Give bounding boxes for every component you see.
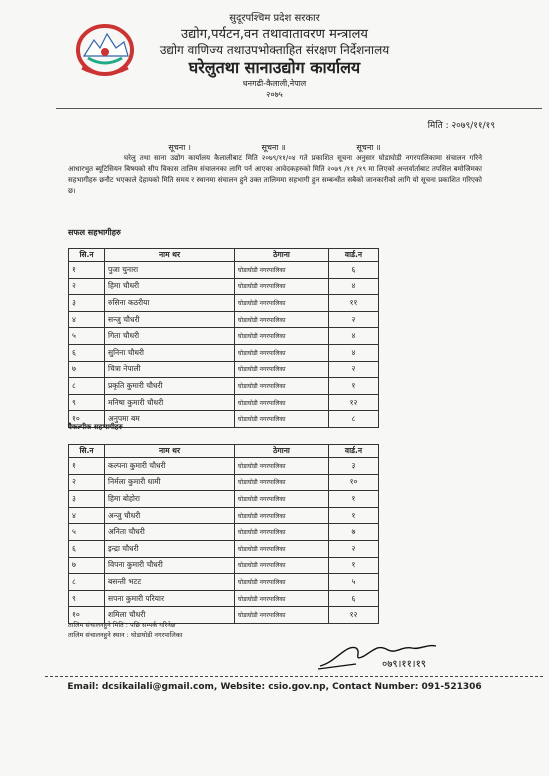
cell-address: घोडाघोडी नगरपालिका: [235, 344, 329, 361]
cell-name: हिमा बोहोरा: [105, 491, 235, 508]
table-row: [69, 458, 379, 475]
table-row: [69, 295, 379, 312]
col-header-ward: वार्ड.न: [329, 445, 379, 458]
notice-date: मिति : २०७९/११/१९: [427, 121, 495, 131]
header-divider: [56, 108, 542, 109]
cell-address: घोडाघोडी नगरपालिका: [235, 361, 329, 378]
cell-address: घोडाघोडी नगरपालिका: [235, 590, 329, 607]
cell-name: बसन्ती भटट: [105, 574, 235, 591]
table-row: [69, 361, 379, 378]
table-row: [69, 311, 379, 328]
signature-icon: [316, 636, 456, 670]
cell-serial: १: [69, 262, 105, 279]
col-header-name: नाम थर: [105, 445, 235, 458]
cell-serial: १: [69, 458, 105, 475]
cell-serial: २: [69, 278, 105, 295]
training-date-note: तालिम संचालनहुने मिति : पछि सम्पर्क गरिनेछ: [68, 621, 176, 629]
cell-serial: ६: [69, 344, 105, 361]
notice-heading: सूचना ।: [168, 143, 191, 152]
table-row: [69, 378, 379, 395]
cell-ward: २: [329, 540, 379, 557]
cell-address: घोडाघोडी नगरपालिका: [235, 311, 329, 328]
successful-participants-title: सफल सहभागीहरु: [68, 228, 121, 237]
col-header-ward: वार्ड.न: [329, 249, 379, 262]
col-header-name: नाम थर: [105, 249, 235, 262]
cell-ward: १: [329, 507, 379, 524]
training-place-note: तालिम संचालनहुने स्थान : घोडाघोडी नगरपालिका: [68, 631, 183, 639]
cell-name: अनुपमा बम: [105, 411, 235, 428]
cell-address: घोडाघोडी नगरपालिका: [235, 295, 329, 312]
notice-body: घरेलु तथा साना उद्योग कार्यालय कैलालीबाट मिति २०७९/११/०४ गते प्रकाशित सूचना अनुसार घोडाघोडी नगरपालिकामा संचालन गरिने आधारभुत ब्यूटिसियन बिषयको सीप विकास तालिम संचालनका लागि पर्न आएका आवेदकहरुको मिति २०७९ /११ /१९ मा लिएको अन्तर्वार्ताबाट तपसिल बमोजिमका सहभागीहरु छनौट भएकाले देहायको मिति समय र स्थानमा संचालन हुने उक्त तालिममा सहभागी हुन सम्बन्धीत सबैको जानकारीको लागि यो सूचना प्रकाशित गरिएको छ।: [68, 154, 482, 195]
cell-serial: ३: [69, 295, 105, 312]
cell-address: घोडाघोडी नगरपालिका: [235, 278, 329, 295]
cell-ward: ११: [329, 295, 379, 312]
cell-name: विपना कुमारी चौधरी: [105, 557, 235, 574]
cell-address: घोडाघोडी नगरपालिका: [235, 262, 329, 279]
notice-headings: [0, 142, 549, 153]
table-row: [69, 507, 379, 524]
alternate-participants-title: वैकल्पीक सहभागीहरु: [68, 423, 123, 431]
table-row: [69, 344, 379, 361]
footer-divider: [45, 676, 543, 677]
table-row: [69, 590, 379, 607]
signature-date: ०७९।११।१९: [382, 659, 426, 670]
cell-ward: ५: [329, 574, 379, 591]
cell-serial: ४: [69, 507, 105, 524]
cell-serial: ७: [69, 557, 105, 574]
cell-address: घोडाघोडी नगरपालिका: [235, 507, 329, 524]
cell-ward: ६: [329, 590, 379, 607]
cell-address: घोडाघोडी नगरपालिका: [235, 394, 329, 411]
cell-serial: ८: [69, 574, 105, 591]
cell-ward: १: [329, 557, 379, 574]
cell-serial: २: [69, 474, 105, 491]
cell-name: मनिषा कुमारी चौधरी: [105, 394, 235, 411]
table-row: [69, 524, 379, 541]
cell-ward: ४: [329, 278, 379, 295]
cell-name: सन्जु चौधरी: [105, 311, 235, 328]
cell-name: इन्द्रा चौधरी: [105, 540, 235, 557]
office-name: घरेलुतथा सानाउद्योग कार्यालय: [188, 58, 361, 77]
established-year: २०७५: [266, 90, 283, 99]
cell-name: निर्मला कुमारी धामी: [105, 474, 235, 491]
cell-serial: १०: [69, 607, 105, 624]
cell-name: पुजा चुनारा: [105, 262, 235, 279]
cell-serial: ८: [69, 378, 105, 395]
cell-address: घोडाघोडी नगरपालिका: [235, 328, 329, 345]
col-header-serial: सि.न: [69, 249, 105, 262]
cell-ward: १२: [329, 394, 379, 411]
cell-address: घोडाघोडी नगरपालिका: [235, 474, 329, 491]
cell-ward: १: [329, 491, 379, 508]
cell-serial: ४: [69, 311, 105, 328]
cell-ward: १: [329, 378, 379, 395]
cell-serial: ३: [69, 491, 105, 508]
cell-name: शमिला चौधरी: [105, 607, 235, 624]
cell-address: घोडाघोडी नगरपालिका: [235, 458, 329, 475]
col-header-address: ठेगाना: [235, 249, 329, 262]
notice-heading: सूचना ॥: [356, 143, 381, 152]
table-row: [69, 557, 379, 574]
cell-name: रुसिना कठरीया: [105, 295, 235, 312]
cell-name: अन्जु चौधरी: [105, 507, 235, 524]
cell-address: घोडाघोडी नगरपालिका: [235, 540, 329, 557]
cell-name: सपना कुमारी परियार: [105, 590, 235, 607]
cell-serial: ५: [69, 328, 105, 345]
cell-address: घोडाघोडी नगरपालिका: [235, 411, 329, 428]
table-row: [69, 540, 379, 557]
cell-ward: १०: [329, 474, 379, 491]
cell-serial: ७: [69, 361, 105, 378]
cell-ward: ८: [329, 411, 379, 428]
cell-address: घोडाघोडी नगरपालिका: [235, 557, 329, 574]
table-row: [69, 328, 379, 345]
cell-name: सुनिना चौधरी: [105, 344, 235, 361]
table-header-row: [69, 249, 379, 262]
cell-address: घोडाघोडी नगरपालिका: [235, 491, 329, 508]
cell-serial: ६: [69, 540, 105, 557]
cell-ward: २: [329, 361, 379, 378]
province-government: सुदूरपश्चिम प्रदेश सरकार: [229, 13, 320, 24]
cell-ward: ४: [329, 344, 379, 361]
contact-info: Email: dcsikailali@gmail.com, Website: csio.gov.np, Contact Number: 091-521306: [67, 682, 482, 692]
cell-serial: १०: [69, 411, 105, 428]
col-header-serial: सि.न: [69, 445, 105, 458]
table-row: [69, 491, 379, 508]
cell-address: घोडाघोडी नगरपालिका: [235, 574, 329, 591]
cell-ward: ६: [329, 262, 379, 279]
cell-name: गिता चौधरी: [105, 328, 235, 345]
alternate-participants-table: [68, 444, 379, 624]
cell-address: घोडाघोडी नगरपालिका: [235, 607, 329, 624]
cell-serial: ९: [69, 394, 105, 411]
cell-name: हिमा चौधरी: [105, 278, 235, 295]
cell-ward: ३: [329, 458, 379, 475]
directorate-name: उद्योग वाणिज्य तथाउपभोक्ताहित संरक्षण निर्देशनालय: [159, 43, 390, 57]
cell-ward: १२: [329, 607, 379, 624]
table-row: [69, 262, 379, 279]
cell-name: अनिता चौधरी: [105, 524, 235, 541]
cell-address: घोडाघोडी नगरपालिका: [235, 524, 329, 541]
table-row: [69, 394, 379, 411]
ministry-name: उद्योग,पर्यटन,वन तथावातावरण मन्त्रालय: [181, 27, 368, 42]
table-row: [69, 574, 379, 591]
office-address: धनगढी-कैलाली,नेपाल: [242, 79, 307, 88]
table-header-row: [69, 445, 379, 458]
cell-ward: ७: [329, 524, 379, 541]
col-header-address: ठेगाना: [235, 445, 329, 458]
notice-heading: सूचना ॥: [261, 143, 286, 152]
cell-serial: ५: [69, 524, 105, 541]
cell-address: घोडाघोडी नगरपालिका: [235, 378, 329, 395]
cell-name: कल्पना कुमारी चौधरी: [105, 458, 235, 475]
table-row: [69, 278, 379, 295]
table-row: [69, 474, 379, 491]
cell-name: चित्रा नेपाली: [105, 361, 235, 378]
cell-serial: ९: [69, 590, 105, 607]
successful-participants-table: [68, 248, 379, 428]
cell-name: प्रकृति कुमारी चौधरी: [105, 378, 235, 395]
cell-ward: २: [329, 311, 379, 328]
cell-ward: ४: [329, 328, 379, 345]
